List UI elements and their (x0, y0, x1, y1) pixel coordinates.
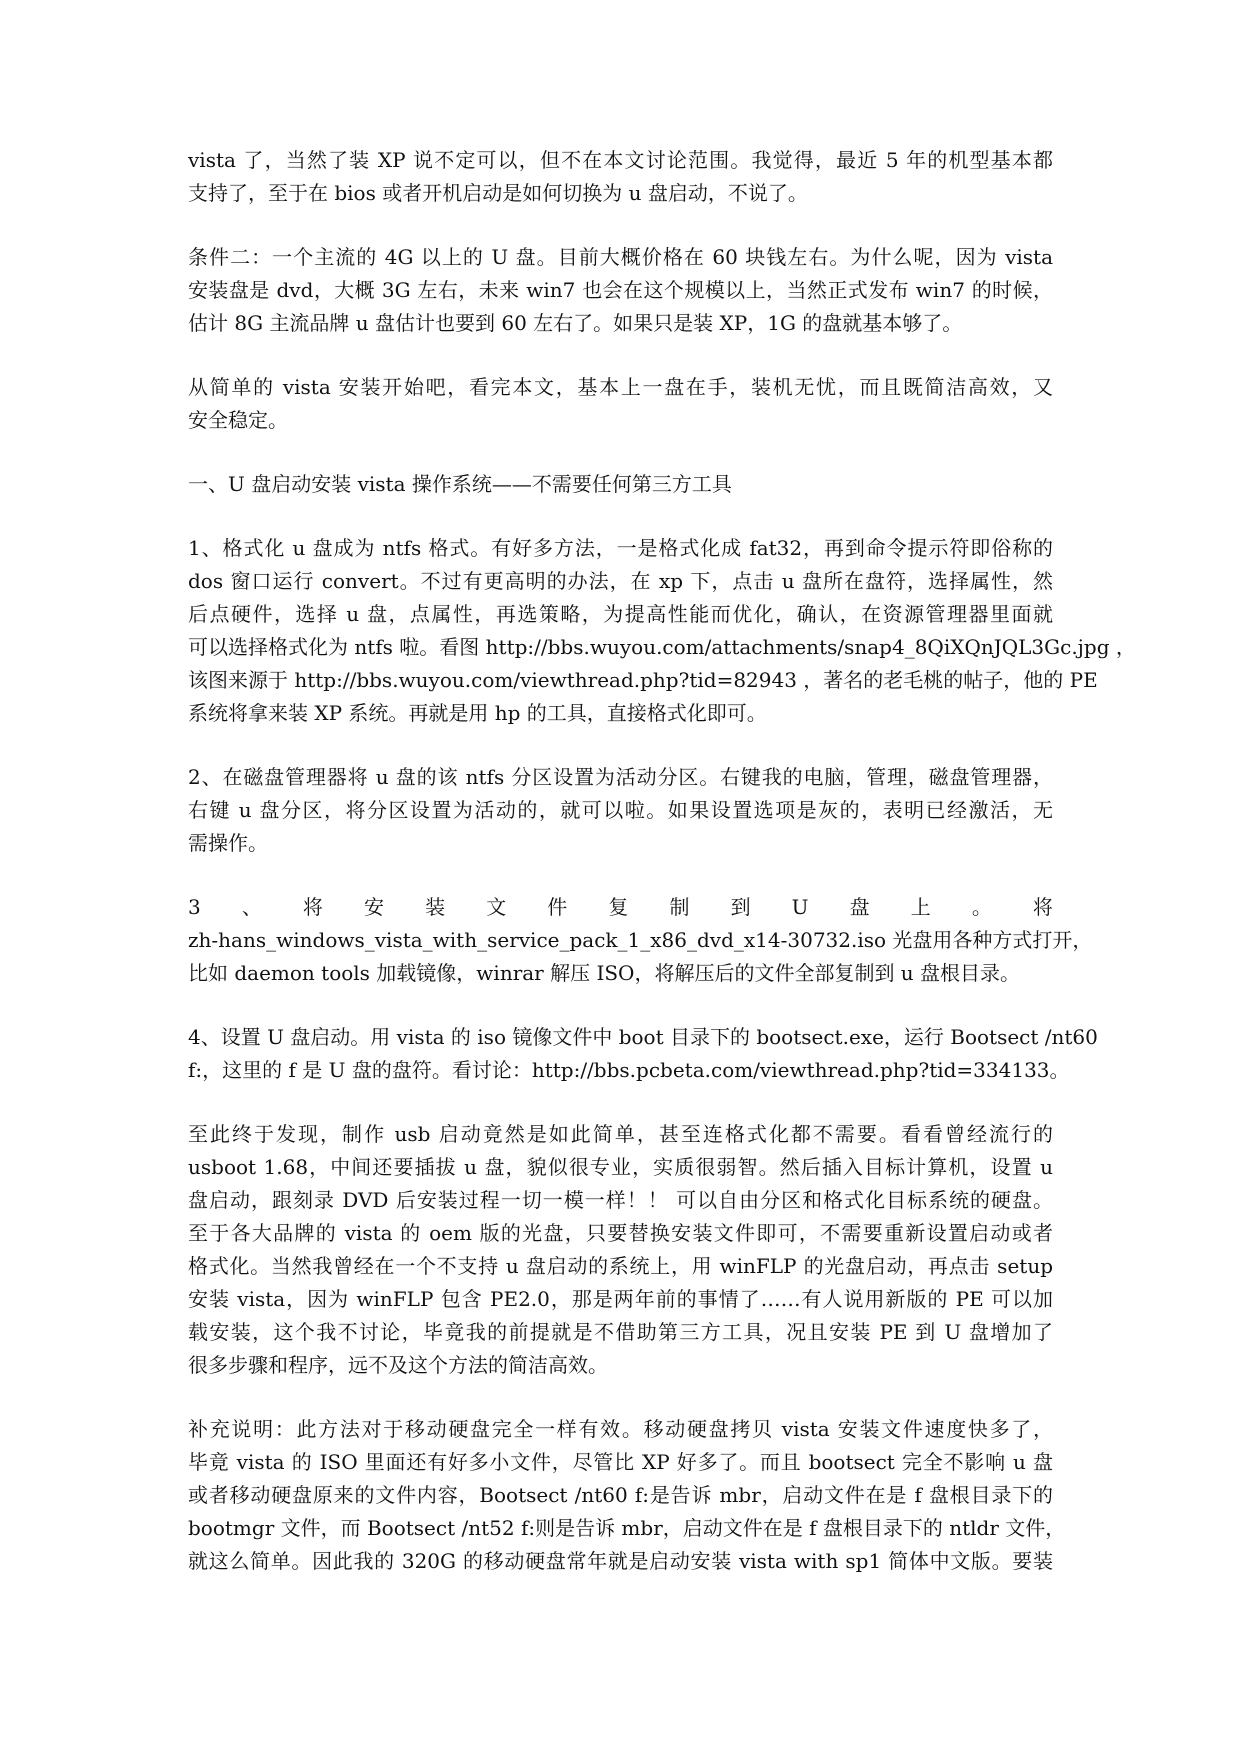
text-line: 后点硬件，选择 u 盘，点属性，再选策略，为提高性能而优化，确认，在资源管理器里面就 (188, 602, 1053, 626)
text-line: zh-hans_windows_vista_with_service_pack_1_x86_dvd_x14-30732.iso 光盘用各种方式打开， (188, 928, 1093, 952)
text-line: 就这么简单。因此我的 320G 的移动硬盘常年就是启动安装 vista with sp1 简体中文版。要装 (188, 1549, 1053, 1573)
text-line: 安全稳定。 (188, 408, 288, 432)
spread-char: 装 (425, 895, 446, 919)
text-line: 4、设置 U 盘启动。用 vista 的 iso 镜像文件中 boot 目录下的 bootsect.exe，运行 Bootsect /nt60 (188, 1025, 1098, 1049)
text-line: vista 了，当然了装 XP 说不定可以，但不在本文讨论范围。我觉得，最近 5 年的机型基本都 (188, 148, 1053, 172)
text-line: 毕竟 vista 的 ISO 里面还有好多小文件，尽管比 XP 好多了。而且 bootsect 完全不影响 u 盘 (188, 1450, 1053, 1474)
text-line: 补充说明：此方法对于移动硬盘完全一样有效。移动硬盘拷贝 vista 安装文件速度快多了， (188, 1417, 1053, 1441)
text-line: dos 窗口运行 convert。不过有更高明的办法，在 xp 下，点击 u 盘所在盘符，选择属性，然 (188, 569, 1053, 593)
text-line: bootmgr 文件，而 Bootsect /nt52 f:则是告诉 mbr，启动文件在是 f 盘根目录下的 ntldr 文件， (188, 1516, 1066, 1540)
spread-char: 复 (608, 895, 629, 919)
text-line: usboot 1.68，中间还要插拔 u 盘，貌似很专业，实质很弱智。然后插入目标计算机，设置 u (188, 1155, 1053, 1179)
spread-char: U (791, 895, 809, 919)
text-line: 至此终于发现，制作 usb 启动竟然是如此简单，甚至连格式化都不需要。看看曾经流行的 (188, 1122, 1053, 1146)
text-line: 需操作。 (188, 831, 268, 855)
text-line: 安装 vista，因为 winFLP 包含 PE2.0，那是两年前的事情了……有人说用新版的 PE 可以加 (188, 1287, 1053, 1311)
text-line: 从简单的 vista 安装开始吧，看完本文，基本上一盘在手，装机无忧，而且既简洁高效，又 (188, 375, 1053, 399)
spread-char: 上 (910, 895, 931, 919)
paragraph-start-simple (188, 371, 1053, 437)
section-heading-one (188, 468, 1053, 501)
text-line: 系统将拿来装 XP 系统。再就是用 hp 的工具，直接格式化即可。 (188, 701, 767, 725)
spread-char: 到 (730, 895, 751, 919)
text-line: 2、在磁盘管理器将 u 盘的该 ntfs 分区设置为活动分区。右键我的电脑，管理，磁盘管理器， (188, 765, 1053, 789)
text-line: 或者移动硬盘原来的文件内容，Bootsect /nt60 f:是告诉 mbr，启动文件在是 f 盘根目录下的 (188, 1483, 1053, 1507)
spread-char: 制 (669, 895, 690, 919)
text-line: 估计 8G 主流品牌 u 盘估计也要到 60 左右了。如果只是装 XP，1G 的盘就基本够了。 (188, 311, 963, 335)
text-line: 比如 daemon tools 加载镜像，winrar 解压 ISO，将解压后的文件全部复制到 u 盘根目录。 (188, 961, 1021, 985)
spread-char: 3 (188, 895, 201, 919)
text-line: 安装盘是 dvd，大概 3G 左右，未来 win7 也会在这个规模以上，当然正式发布 win7 的时候， (188, 278, 1053, 302)
text-line: 支持了，至于在 bios 或者开机启动是如何切换为 u 盘启动，不说了。 (188, 181, 808, 205)
text-line: 可以选择格式化为 ntfs 啦。看图 http://bbs.wuyou.com/attachments/snap4_8QiXQnJQL3Gc.jpg ， (188, 635, 1136, 659)
paragraph-conclusion (188, 1118, 1053, 1382)
text-line: 载安装，这个我不讨论，毕竟我的前提就是不借助第三方工具，况且安装 PE 到 U 盘增加了 (188, 1320, 1053, 1344)
spread-char: 将 (302, 895, 323, 919)
spread-char: 安 (364, 895, 385, 919)
section-heading: 一、U 盘启动安装 vista 操作系统——不需要任何第三方工具 (188, 472, 732, 496)
step-1-format (188, 532, 1136, 730)
paragraph-intro-continued (188, 144, 1053, 210)
text-line: 至于各大品牌的 vista 的 oem 版的光盘，只要替换安装文件即可，不需要重新设置启动或者 (188, 1221, 1053, 1245)
spread-char: 件 (547, 895, 568, 919)
text-line: 右键 u 盘分区，将分区设置为活动的，就可以啦。如果设置选项是灰的，表明已经激活，无 (188, 798, 1053, 822)
text-line: 该图来源于 http://bbs.wuyou.com/viewthread.php?tid=82943 ，著名的老毛桃的帖子，他的 PE (188, 668, 1098, 692)
step-4-usb-boot (188, 1021, 1098, 1087)
spread-char: 将 (1032, 895, 1053, 919)
spread-char: 文 (486, 895, 507, 919)
text-line: f:，这里的 f 是 U 盘的盘符。看讨论：http://bbs.pcbeta.com/viewthread.php?tid=334133。 (188, 1058, 1070, 1082)
spread-char: 。 (971, 895, 992, 919)
text-line: 盘启动，跟刻录 DVD 后安装过程一切一模一样！！ 可以自由分区和格式化目标系统的硬盘。 (188, 1188, 1053, 1212)
spread-char: 、 (241, 895, 262, 919)
text-line: 格式化。当然我曾经在一个不支持 u 盘启动的系统上，用 winFLP 的光盘启动，再点击 setup (188, 1254, 1053, 1278)
text-line: 很多步骤和程序，远不及这个方法的简洁高效。 (188, 1353, 608, 1377)
step-3-copy-files (188, 891, 1093, 990)
text-line: 1、格式化 u 盘成为 ntfs 格式。有好多方法，一是格式化成 fat32，再到命令提示符即俗称的 (188, 536, 1053, 560)
step-2-active-partition (188, 761, 1053, 860)
paragraph-condition-two (188, 241, 1053, 340)
spread-char: 盘 (849, 895, 870, 919)
paragraph-supplement (188, 1413, 1066, 1578)
document-page (188, 144, 1136, 1609)
text-line: 条件二：一个主流的 4G 以上的 U 盘。目前大概价格在 60 块钱左右。为什么呢，因为 vista (188, 245, 1053, 269)
spread-text-line (188, 891, 1053, 924)
